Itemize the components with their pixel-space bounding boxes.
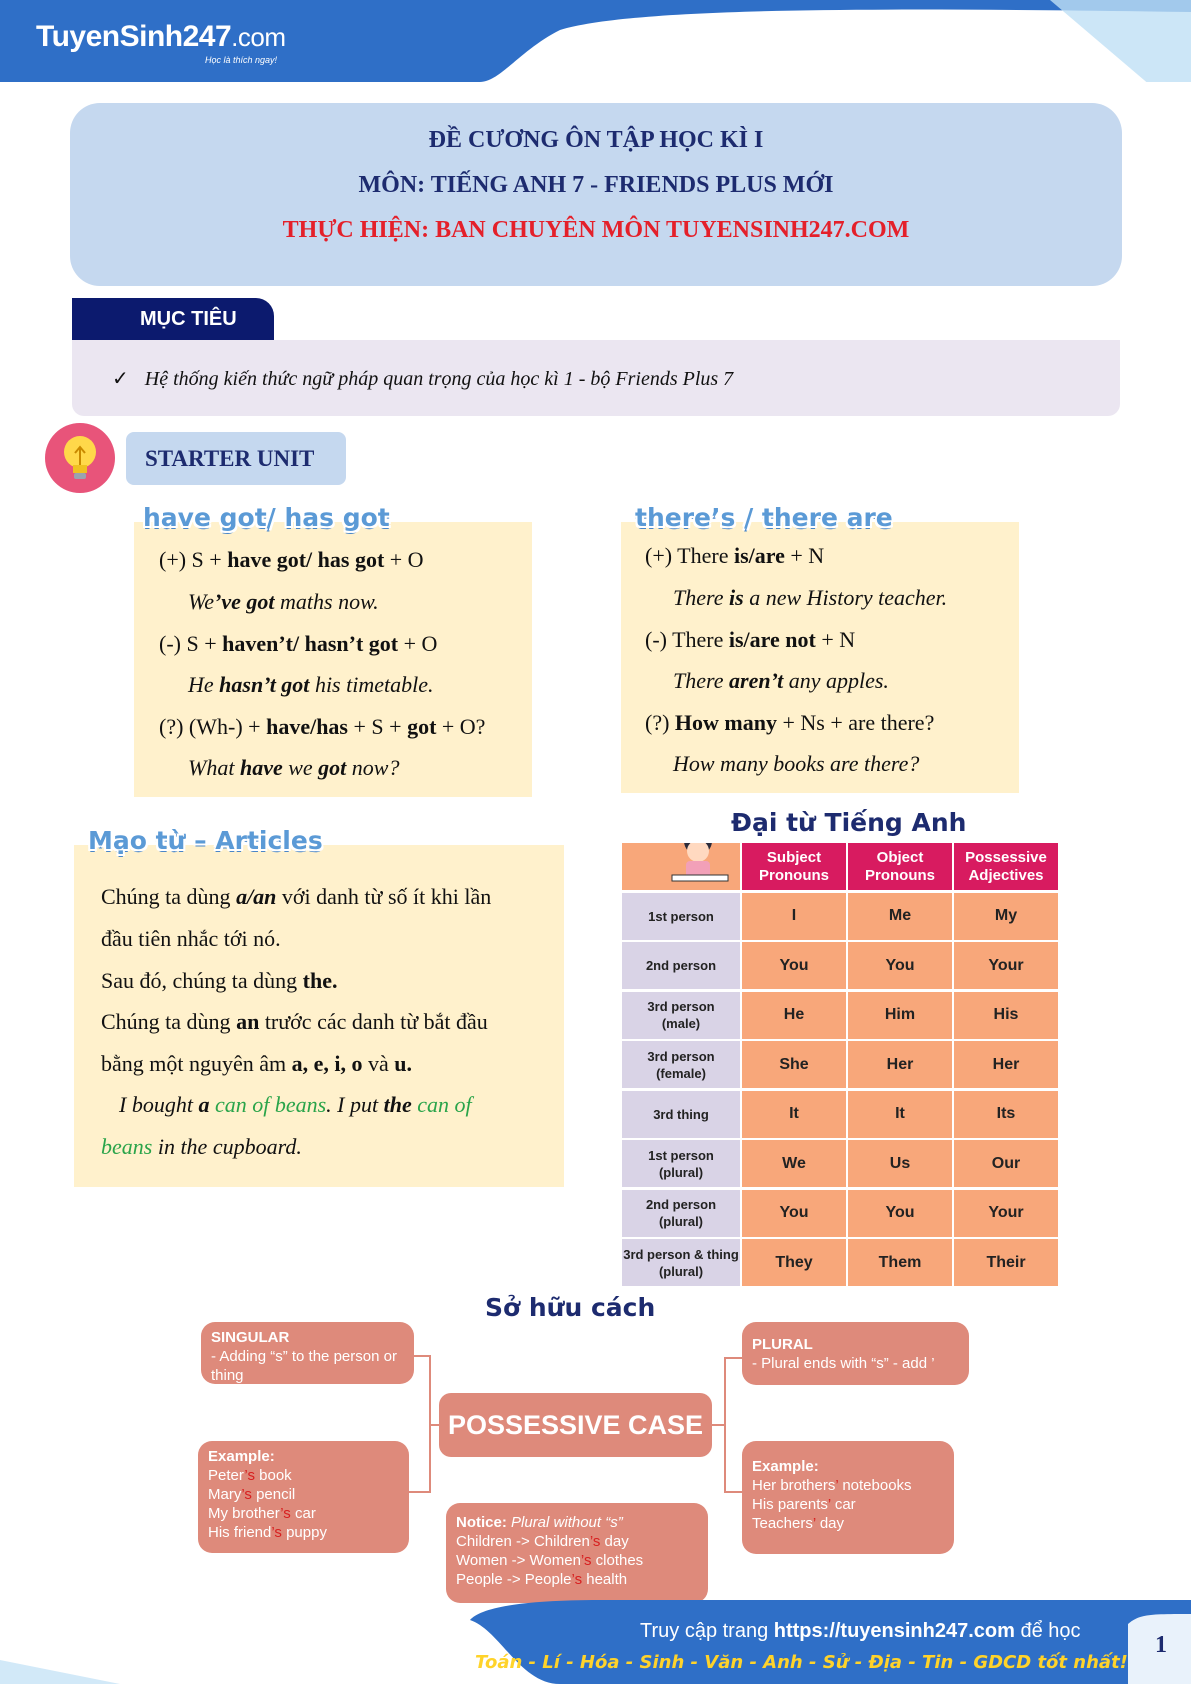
articles-example-2: beans in the cupboard. <box>101 1134 302 1159</box>
there-is-rule-negative: (-) There is/are not + N <box>645 627 856 652</box>
possessive-case-center: POSSESSIVE CASE <box>439 1393 712 1457</box>
object-pronoun-cell: Them <box>848 1239 952 1286</box>
there-is-example-positive: There is a new History teacher. <box>673 585 948 610</box>
pronouns-heading: Đại từ Tiếng Anh <box>731 808 967 837</box>
subject-pronoun-cell: I <box>742 893 846 940</box>
possessive-adjective-cell: My <box>954 893 1058 940</box>
example-line: Children -> Children’s day <box>456 1533 629 1550</box>
example-line: His friend’s puppy <box>208 1524 327 1541</box>
articles-heading: Mạo từ – Articles <box>88 826 323 855</box>
object-pronoun-cell: You <box>848 942 952 989</box>
footer-subjects: Toán - Lí - Hóa - Sinh - Văn - Anh - Sử - Địa - Tin - GDCD tốt nhất! <box>475 1652 1128 1673</box>
plural-box: PLURAL - Plural ends with “s” - add ’ <box>742 1322 969 1385</box>
subject-pronoun-cell: It <box>742 1091 846 1138</box>
logo[interactable]: TuyenSinh247.com <box>36 20 286 53</box>
pronoun-header-cell: Object Pronouns <box>848 843 952 890</box>
title-line-3: THỰC HIỆN: BAN CHUYÊN MÔN TUYENSINH247.COM <box>282 217 910 243</box>
have-got-example-positive: We’ve got maths now. <box>188 589 379 614</box>
subject-pronoun-cell: She <box>742 1041 846 1088</box>
example-line: People -> People’s health <box>456 1571 628 1588</box>
pronoun-row-label: 1st person <box>622 893 740 940</box>
page-number: 1 <box>1155 1632 1167 1658</box>
object-pronoun-cell: Her <box>848 1041 952 1088</box>
possessive-heading: Sở hữu cách <box>485 1293 656 1322</box>
example-plural-box: Example: Her brothers’ notebooks His parents’ car Teachers’ day <box>742 1441 954 1554</box>
example-line: Peter’s book <box>208 1467 292 1484</box>
pronoun-row-label: 3rd person (male) <box>622 992 740 1039</box>
objective-tab: MỤC TIÊU <box>72 298 274 340</box>
example-line: Women -> Women’s clothes <box>456 1552 644 1569</box>
pronoun-row-label: 2nd person (plural) <box>622 1190 740 1237</box>
object-pronoun-cell: Me <box>848 893 952 940</box>
there-is-rule-positive: (+) There is/are + N <box>645 543 825 568</box>
objective-item: ✓ Hệ thống kiến thức ngữ pháp quan trọng của học kì 1 - bộ Friends Plus 7 <box>112 368 734 390</box>
footer-visit-text: Truy cập trang https://tuyensinh247.com để học <box>640 1620 1081 1642</box>
articles-example-1: I bought a can of beans. I put the can of <box>119 1092 472 1117</box>
logo-tagline: Học là thích ngay! <box>205 55 278 65</box>
have-got-rule-question: (?) (Wh-) + have/has + S + got + O? <box>159 714 486 739</box>
example-line: Teachers’ day <box>752 1515 845 1532</box>
articles-line-2: đầu tiên nhắc tới nó. <box>101 926 281 951</box>
subject-pronoun-cell: We <box>742 1140 846 1187</box>
possessive-adjective-cell: His <box>954 992 1058 1039</box>
articles-line-1: Chúng ta dùng a/an với danh từ số ít khi lần <box>101 884 492 909</box>
object-pronoun-cell: Us <box>848 1140 952 1187</box>
example-line: Mary’s pencil <box>208 1486 296 1503</box>
notice-box: Notice: Plural without “s” Children -> Children’s day Women -> Women’s clothes People -> People’s health <box>446 1503 708 1603</box>
object-pronoun-cell: It <box>848 1091 952 1138</box>
starter-unit-label: STARTER UNIT <box>126 432 346 485</box>
possessive-adjective-cell: Its <box>954 1091 1058 1138</box>
possessive-adjective-cell: Our <box>954 1140 1058 1187</box>
pronoun-row-label: 2nd person <box>622 942 740 989</box>
pronoun-row-label: 3rd person (female) <box>622 1041 740 1088</box>
subject-pronoun-cell: You <box>742 1190 846 1237</box>
there-is-rule-question: (?) How many + Ns + are there? <box>645 710 935 735</box>
there-is-example-question: How many books are there? <box>673 751 920 776</box>
footer-link[interactable]: https://tuyensinh247.com <box>773 1620 1015 1642</box>
articles-line-5: bằng một nguyên âm a, e, i, o và u. <box>101 1051 413 1076</box>
title-line-1: ĐỀ CƯƠNG ÔN TẬP HỌC KÌ I <box>428 127 764 153</box>
pronoun-row-label: 1st person (plural) <box>622 1140 740 1187</box>
have-got-rule-negative: (-) S + haven’t/ hasn’t got + O <box>159 631 438 656</box>
title-line-2: MÔN: TIẾNG ANH 7 - FRIENDS PLUS MỚI <box>358 172 834 198</box>
have-got-rule-positive: (+) S + have got/ has got + O <box>159 547 424 572</box>
have-got-example-question: What have we got now? <box>188 755 400 780</box>
subject-pronoun-cell: You <box>742 942 846 989</box>
pronoun-row-label: 3rd thing <box>622 1091 740 1138</box>
pronoun-header-cell: Possessive Adjectives <box>954 843 1058 890</box>
there-is-example-negative: There aren’t any apples. <box>673 668 889 693</box>
pronoun-row-label: 3rd person & thing (plural) <box>622 1239 740 1286</box>
possessive-adjective-cell: Your <box>954 1190 1058 1237</box>
subject-pronoun-cell: He <box>742 992 846 1039</box>
have-got-example-negative: He hasn’t got his timetable. <box>188 672 434 697</box>
there-is-heading: there’s / there are <box>635 503 893 532</box>
example-singular-box: Example: Peter’s book Mary’s pencil My brother’s car His friend’s puppy <box>198 1441 409 1553</box>
articles-line-3: Sau đó, chúng ta dùng the. <box>101 968 338 993</box>
object-pronoun-cell: Him <box>848 992 952 1039</box>
example-line: Her brothers’ notebooks <box>752 1477 912 1494</box>
singular-box: SINGULAR - Adding “s” to the person or thing <box>201 1322 414 1384</box>
check-icon: ✓ <box>112 368 129 390</box>
have-got-heading: have got/ has got <box>143 503 390 532</box>
object-pronoun-cell: You <box>848 1190 952 1237</box>
pronoun-header-cell: Subject Pronouns <box>742 843 846 890</box>
example-line: His parents’ car <box>752 1496 856 1513</box>
articles-line-4: Chúng ta dùng an trước các danh từ bắt đầu <box>101 1009 488 1034</box>
possessive-adjective-cell: Your <box>954 942 1058 989</box>
subject-pronoun-cell: They <box>742 1239 846 1286</box>
example-line: My brother’s car <box>208 1505 316 1522</box>
possessive-adjective-cell: Their <box>954 1239 1058 1286</box>
possessive-adjective-cell: Her <box>954 1041 1058 1088</box>
